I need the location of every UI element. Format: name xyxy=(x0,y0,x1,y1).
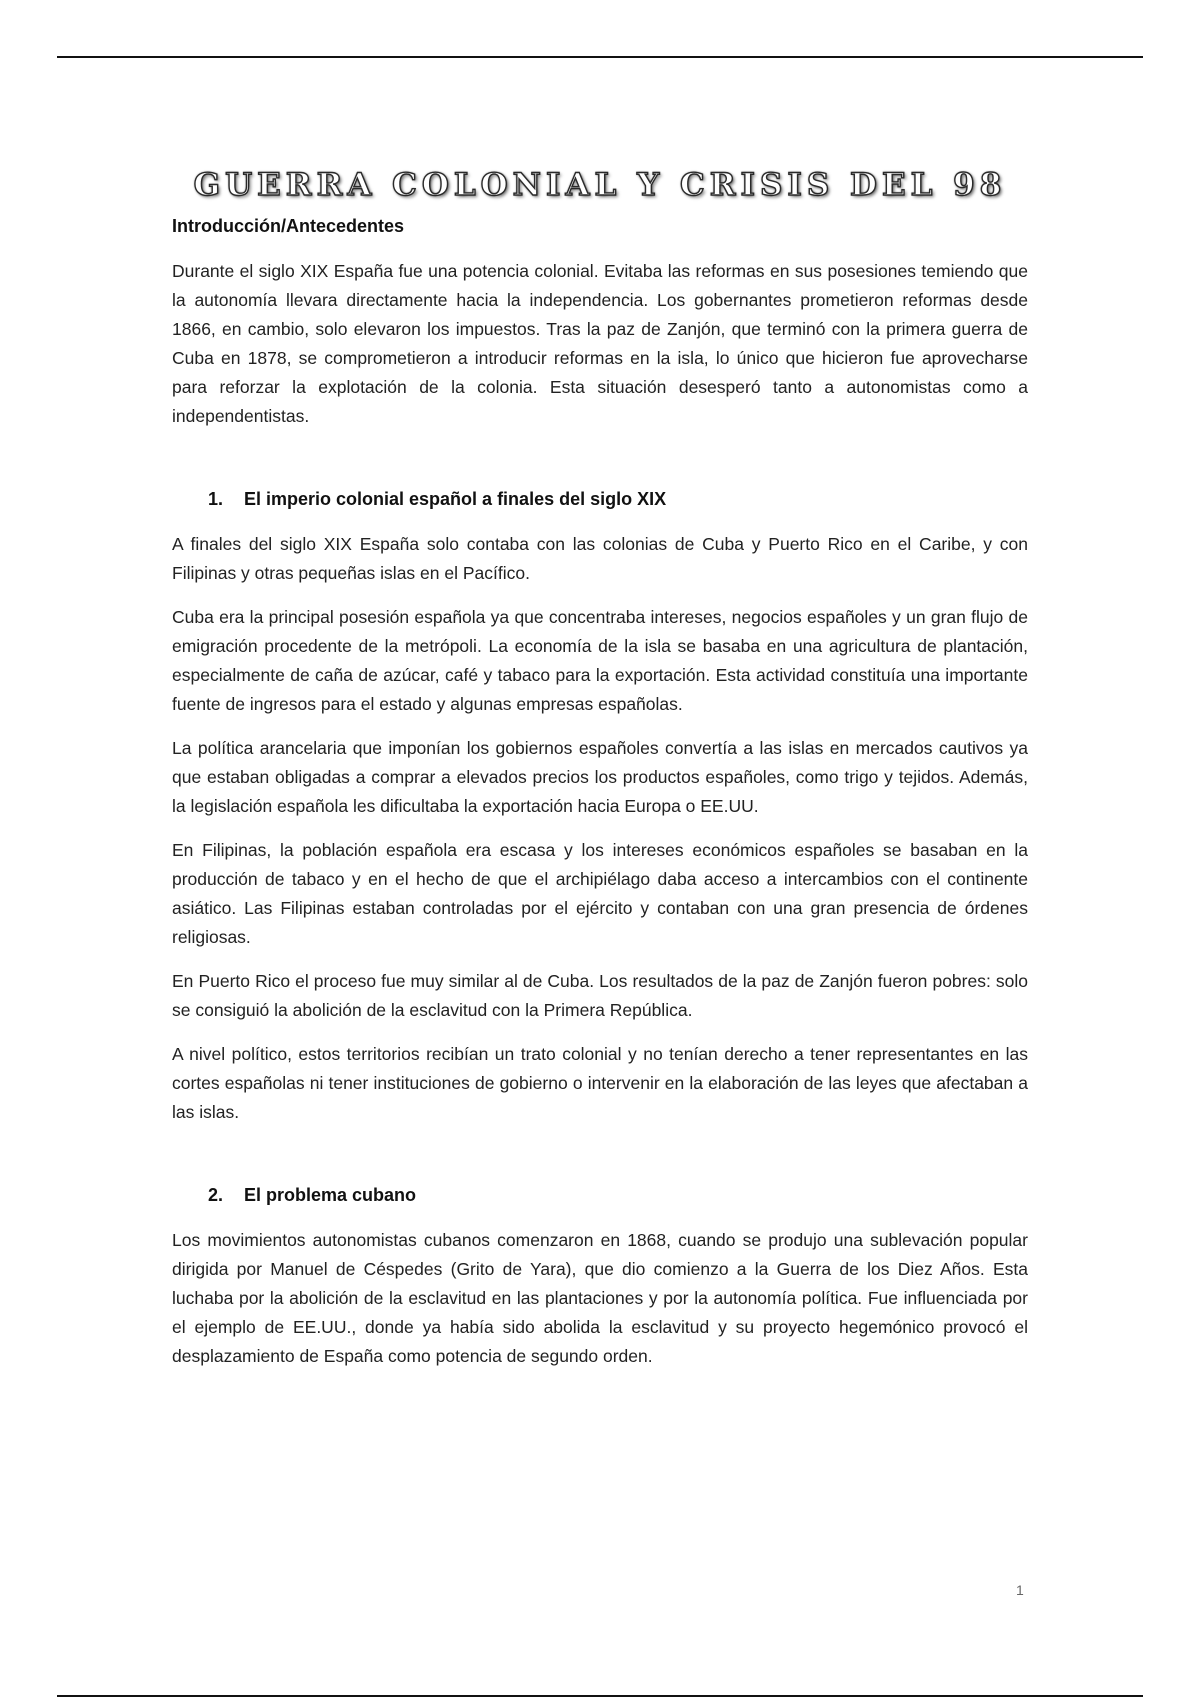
section-2-number: 2. xyxy=(208,1185,224,1205)
section-2-title: El problema cubano xyxy=(244,1185,417,1205)
section-1-paragraph: A finales del siglo XIX España solo contaba con las colonias de Cuba y Puerto Rico en el Caribe, y con Filipinas y otras pequeñas islas en el Pacífico. xyxy=(172,534,1028,583)
section-1-heading xyxy=(172,489,1028,510)
document-body xyxy=(172,216,1028,1386)
section-1-title: El imperio colonial español a finales del siglo XIX xyxy=(244,489,667,509)
document-title: GUERRA COLONIAL Y CRISIS DEL 98 xyxy=(193,166,1007,203)
section-1-paragraph: En Puerto Rico el proceso fue muy similar al de Cuba. Los resultados de la paz de Zanjón fueron pobres: solo se consiguió la abolición de la esclavitud con la Primera República. xyxy=(172,971,1028,1020)
intro-paragraph: Durante el siglo XIX España fue una potencia colonial. Evitaba las reformas en sus posesiones temiendo que la autonomía llevara directamente hacia la independencia. Los gobernantes prometieron reformas desde 1866, en cambio, solo elevaron los impuestos. Tras la paz de Zanjón, que terminó con la primera guerra de Cuba en 1878, se comprometieron a introducir reformas en la isla, lo único que hicieron fue aprovecharse para reforzar la explotación de la colonia. Esta situación desesperó tanto a autonomistas como a independentistas. xyxy=(172,261,1028,426)
section-1-number: 1. xyxy=(208,489,224,509)
section-2-paragraph: Los movimientos autonomistas cubanos comenzaron en 1868, cuando se produjo una sublevación popular dirigida por Manuel de Céspedes (Grito de Yara), que dio comienzo a la Guerra de los Diez Años. Esta luchaba por la abolición de la esclavitud en las plantaciones y por la autonomía política. Fue influenciada por el ejemplo de EE.UU., donde ya había sido abolida la esclavitud y su proyecto hegemónico provocó el desplazamiento de España como potencia de segundo orden. xyxy=(172,1230,1028,1366)
section-1-paragraph: Cuba era la principal posesión española ya que concentraba intereses, negocios españoles y un gran flujo de emigración procedente de la metrópoli. La economía de la isla se basaba en una agricultura de plantación, especialmente de caña de azúcar, café y tabaco para la exportación. Esta actividad constituía una importante fuente de ingresos para el estado y algunas empresas españolas. xyxy=(172,607,1028,714)
section-1-paragraph: La política arancelaria que imponían los gobiernos españoles convertía a las islas en mercados cautivos ya que estaban obligadas a comprar a elevados precios los productos españoles, como trigo y tejidos. Además, la legislación española les dificultaba la exportación hacia Europa o EE.UU. xyxy=(172,738,1028,816)
intro-heading: Introducción/Antecedentes xyxy=(172,216,405,236)
header-rule xyxy=(57,56,1143,58)
section-2-heading xyxy=(172,1185,1028,1206)
section-1-paragraph: En Filipinas, la población española era escasa y los intereses económicos españoles se basaban en la producción de tabaco y en el hecho de que el archipiélago daba acceso a intercambios con el continente asiático. Las Filipinas estaban controladas por el ejército y contaban con una gran presencia de órdenes religiosas. xyxy=(172,840,1028,947)
section-1-paragraph: A nivel político, estos territorios recibían un trato colonial y no tenían derecho a tener representantes en las cortes españolas ni tener instituciones de gobierno o intervenir en la elaboración de las leyes que afectaban a las islas. xyxy=(172,1044,1028,1122)
page-number: 1 xyxy=(1016,1582,1024,1598)
footer-rule xyxy=(57,1695,1143,1697)
